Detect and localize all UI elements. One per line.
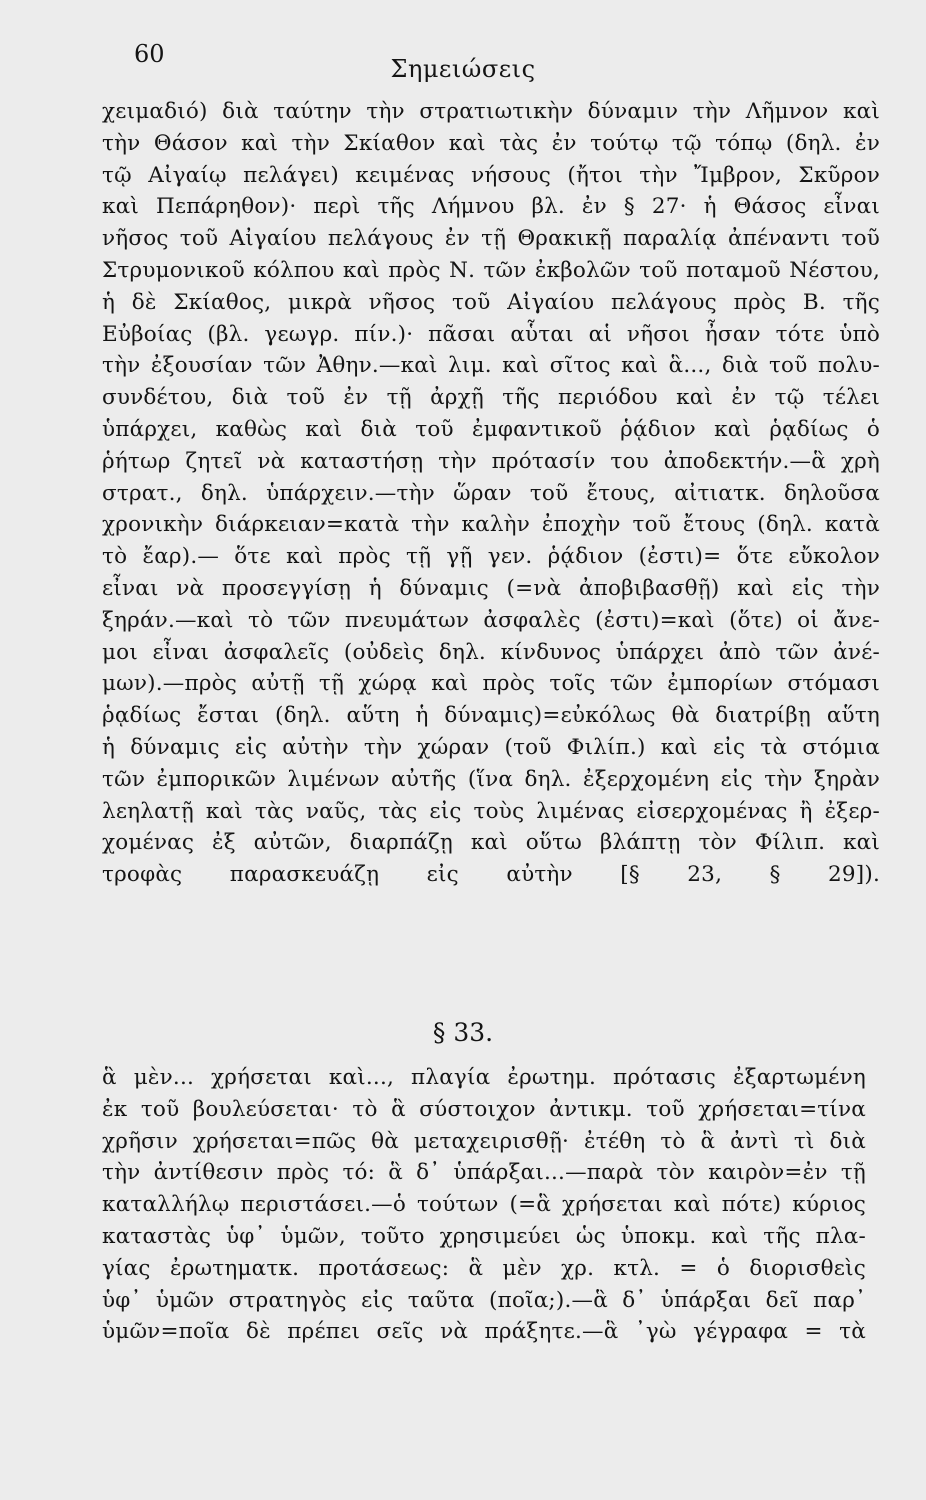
text-line: τὴν ἀντίθεσιν πρὸς τό: ἃ δ᾽ ὑπάρξαι...—παρὰ τὸν καιρὸν=ἐν τῇ: [102, 1160, 866, 1186]
text-line: χρονικὴν διάρκειαν=κατὰ τὴν καλὴν ἐποχὴν τοῦ ἔτους (δηλ. κατὰ: [102, 512, 880, 538]
text-line: νῆσος τοῦ Αἰγαίου πελάγους ἐν τῇ Θρακικῇ παραλίᾳ ἀπέναντι τοῦ: [102, 226, 880, 252]
text-line: τῶν ἐμπορικῶν λιμένων αὐτῆς (ἵνα δηλ. ἐξερχομένη εἰς τὴν ξηρὰν: [102, 766, 880, 792]
text-line: γίας ἐρωτηματκ. προτάσεως: ἃ μὲν χρ. κτλ. = ὁ διορισθεὶς: [102, 1255, 866, 1281]
text-line: ἡ δύναμις εἰς αὐτὴν τὴν χώραν (τοῦ Φιλίπ.) καὶ εἰς τὰ στόμια: [102, 734, 880, 760]
text-line: χρῆσιν χρήσεται=πῶς θὰ μεταχειρισθῇ· ἐτέθη τὸ ἃ ἀντὶ τὶ διὰ: [102, 1128, 866, 1154]
text-line: ἃ μὲν... χρήσεται καὶ..., πλαγία ἐρωτημ. πρότασις ἐξαρτωμένη: [102, 1065, 866, 1090]
running-head: Σημειώσεις: [390, 55, 536, 83]
text-line: μοι εἶναι ἀσφαλεῖς (οὐδεὶς δηλ. κίνδυνος ὑπάρχει ἀπὸ τῶν ἀνέ-: [102, 639, 880, 665]
text-line: Στρυμονικοῦ κόλπου καὶ πρὸς Ν. τῶν ἐκβολῶν τοῦ ποταμοῦ Νέστου,: [102, 257, 880, 283]
text-line: τροφὰς παρασκευάζῃ εἰς αὐτὴν [§ 23, § 29]).: [102, 862, 880, 888]
text-line: τὸ ἔαρ).— ὅτε καὶ πρὸς τῇ γῇ γεν. ῥᾴδιον (ἐστι)= ὅτε εὔκολον: [102, 544, 880, 570]
text-line: ῥᾳδίως ἔσται (δηλ. αὕτη ἡ δύναμις)=εὐκόλως θὰ διατρίβῃ αὕτη: [102, 703, 880, 729]
notes-paragraph: [102, 1062, 866, 1348]
text-line: μων).—πρὸς αὐτῇ τῇ χώρᾳ καὶ πρὸς τοῖς τῶν ἐμπορίων στόμασι: [102, 671, 880, 697]
text-line: ῥήτωρ ζητεῖ νὰ καταστήσῃ τὴν πρότασίν του ἀποδεκτήν.—ἃ χρὴ: [102, 448, 880, 474]
text-line: τῷ Αἰγαίῳ πελάγει) κειμένας νήσους (ἤτοι τὴν Ἴμβρον, Σκῦρον: [102, 162, 880, 188]
text-line: ὑφ᾽ ὑμῶν στρατηγὸς εἰς ταῦτα (ποῖα;).—ἃ δ᾽ ὑπάρξαι δεῖ παρ᾽: [102, 1287, 866, 1313]
text-line: στρατ., δηλ. ὑπάρχειν.—τὴν ὥραν τοῦ ἔτους, αἰτιατκ. δηλοῦσα: [102, 480, 880, 506]
text-line: τὴν ἐξουσίαν τῶν Ἀθην.—καὶ λιμ. καὶ σῖτος καὶ ἃ..., διὰ τοῦ πολυ-: [102, 353, 880, 379]
text-line: καταστὰς ὑφ᾽ ὑμῶν, τοῦτο χρησιμεύει ὡς ὑποκμ. καὶ τῆς πλα-: [102, 1223, 866, 1249]
text-line: ἐκ τοῦ βουλεύσεται· τὸ ἃ σύστοιχον ἀντικμ. τοῦ χρήσεται=τίνα: [102, 1096, 866, 1122]
text-line: καταλλήλῳ περιστάσει.—ὁ τούτων (=ἃ χρήσεται καὶ πότε) κύριος: [102, 1192, 866, 1218]
text-line: ἡ δὲ Σκίαθος, μικρὰ νῆσος τοῦ Αἰγαίου πελάγους πρὸς Β. τῆς: [102, 289, 880, 315]
text-line: καὶ Πεπάρηθον)· περὶ τῆς Λήμνου βλ. ἐν § 27· ἡ Θάσος εἶναι: [102, 194, 880, 220]
text-line: χομένας ἐξ αὐτῶν, διαρπάζῃ καὶ οὕτω βλάπτῃ τὸν Φίλιπ. καὶ: [102, 830, 880, 856]
section-heading: § 33.: [432, 1018, 494, 1047]
text-line: συνδέτου, διὰ τοῦ ἐν τῇ ἀρχῇ τῆς περιόδου καὶ ἐν τῷ τέλει: [102, 385, 880, 411]
text-line: ὑμῶν=ποῖα δὲ πρέπει σεῖς νὰ πράξητε.—ἃ ᾽γὼ γέγραφα = τὰ: [102, 1319, 866, 1345]
notes-paragraph: [102, 96, 880, 891]
text-line: χειμαδιό) διὰ ταύτην τὴν στρατιωτικὴν δύναμιν τὴν Λῆμνον καὶ: [102, 99, 880, 124]
text-line: λεηλατῇ καὶ τὰς ναῦς, τὰς εἰς τοὺς λιμένας εἰσερχομένας ἢ ἐξερ-: [102, 798, 880, 824]
text-line: ὑπάρχει, καθὼς καὶ διὰ τοῦ ἐμφαντικοῦ ῥᾴδιον καὶ ῥᾳδίως ὁ: [102, 416, 880, 442]
text-line: εἶναι νὰ προσεγγίσῃ ἡ δύναμις (=νὰ ἀποβιβασθῇ) καὶ εἰς τὴν: [102, 575, 880, 601]
text-line: Εὐβοίας (βλ. γεωγρ. πίν.)· πᾶσαι αὗται αἱ νῆσοι ἦσαν τότε ὑπὸ: [102, 321, 880, 347]
text-line: τὴν Θάσον καὶ τὴν Σκίαθον καὶ τὰς ἐν τούτῳ τῷ τόπῳ (δηλ. ἐν: [102, 130, 880, 156]
text-line: ξηράν.—καὶ τὸ τῶν πνευμάτων ἀσφαλὲς (ἐστι)=καὶ (ὅτε) οἱ ἄνε-: [102, 607, 880, 633]
page-number: 60: [134, 40, 165, 68]
